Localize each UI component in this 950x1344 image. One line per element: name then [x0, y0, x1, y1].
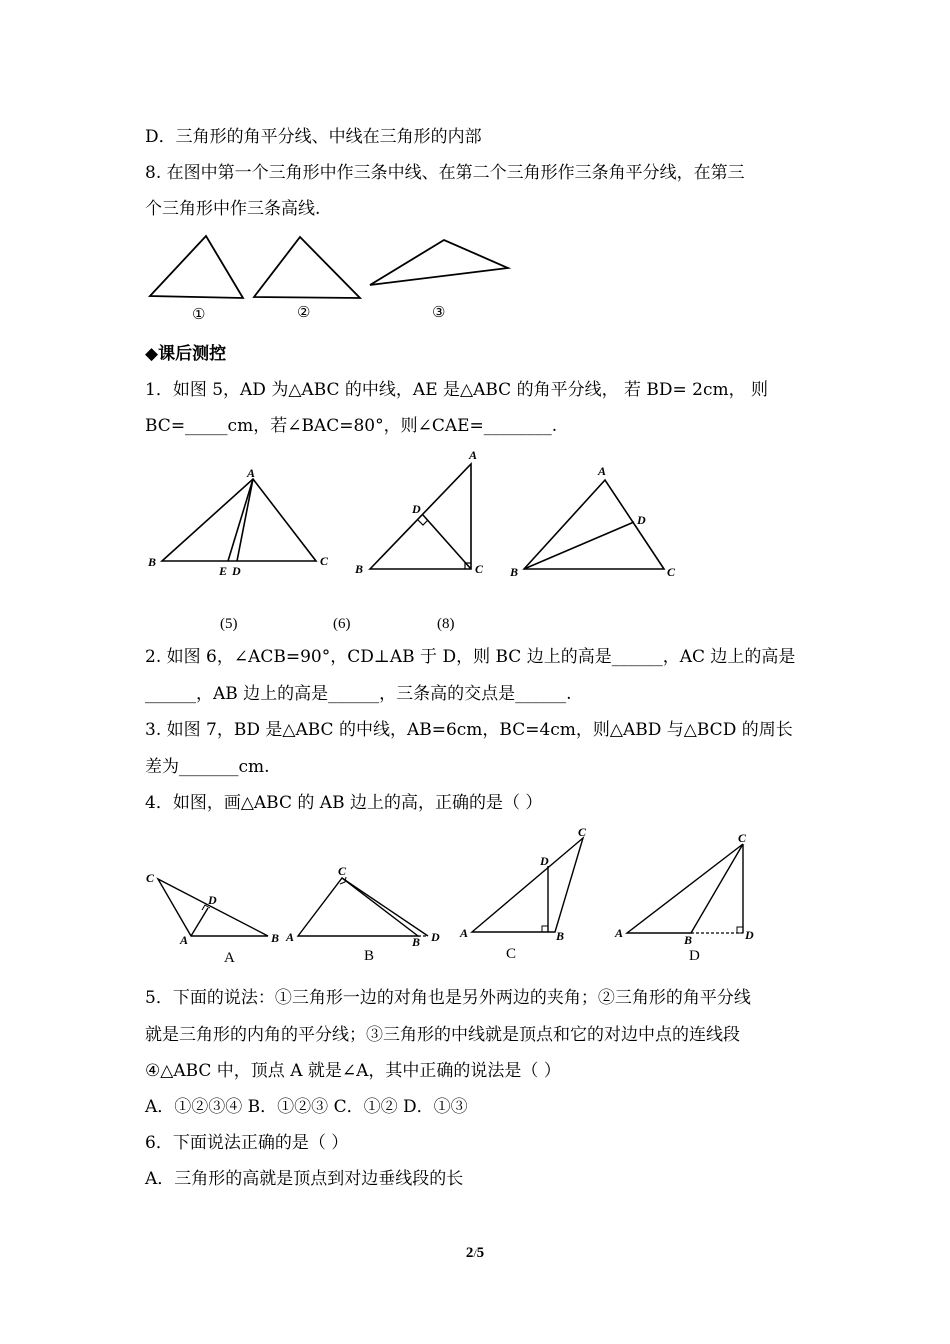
caption-fig6: (6) [333, 616, 351, 632]
fig8-label-c: C [667, 565, 676, 579]
page-number [0, 1245, 950, 1262]
fig6-label-b: B [355, 562, 364, 576]
q4b-label-b: B [412, 935, 421, 949]
problem-4: 4．如图，画△ABC 的 AB 边上的高，正确的是（ ） [145, 793, 543, 813]
figure-6 [354, 448, 484, 576]
q4-fig-d [614, 831, 754, 964]
problem-5-line3: ④△ABC 中，顶点 A 就是∠A，其中正确的说法是（ ） [145, 1061, 561, 1081]
q4c-caption: C [506, 946, 517, 962]
fig5-label-c: C [320, 554, 329, 568]
fig5-label-d: D [232, 564, 241, 578]
q4c-label-d: D [540, 854, 549, 868]
fig5-label-b: B [148, 555, 157, 569]
q7-option-d: D．三角形的角平分线、中线在三角形的内部 [145, 127, 482, 147]
problem-5-line1: 5．下面的说法：①三角形一边的对角也是另外两边的夹角；②三角形的角平分线 [145, 988, 751, 1008]
page-total: 5 [476, 1245, 485, 1261]
fig6-label-d: D [412, 502, 421, 516]
caption-fig8: (8) [437, 616, 455, 632]
q4b-label-a: A [286, 930, 295, 944]
problem-5-line2: 就是三角形的内角的平分线；③三角形的中线就是顶点和它的对边中点的连线段 [145, 1025, 740, 1045]
page-current: 2 [465, 1245, 474, 1261]
page-sep: / [473, 1246, 477, 1260]
q4a-label-c: C [146, 871, 155, 885]
q4-fig-b [285, 864, 440, 964]
caption-fig5: (5) [220, 616, 238, 632]
q4b-caption: B [364, 948, 375, 964]
q8-caption-1: ① [192, 307, 206, 323]
q8-caption-3: ③ [432, 305, 446, 321]
fig5-label-e: E [219, 564, 228, 578]
problem-3-line1: 3. 如图 7，BD 是△ABC 的中线，AB=6cm，BC=4cm，则△ABD 与△BCD 的周长 [145, 720, 793, 740]
q4c-label-b: B [556, 929, 565, 943]
q4a-caption: A [224, 950, 235, 966]
figures-5-6-8 [140, 445, 700, 640]
problem-6: 6．下面说法正确的是（ ） [145, 1133, 349, 1153]
q4-options-figure [140, 822, 760, 972]
q4d-label-d: D [745, 928, 754, 942]
fig8-label-a: A [598, 464, 607, 478]
problem-2-line1: 2. 如图 6，∠ACB=90°，CD⊥AB 于 D，则 BC 边上的高是______，AC 边上的高是 [145, 647, 796, 667]
q4b-label-c: C [338, 864, 347, 878]
q4d-label-c: C [738, 831, 747, 845]
fig5-label-a: A [247, 466, 256, 480]
q4d-label-a: A [615, 926, 624, 940]
problem-1-line2: BC=_____cm，若∠BAC=80°，则∠CAE=________. [145, 416, 558, 436]
triangle-2 [254, 237, 360, 298]
problem-3-line2: 差为_______cm. [145, 757, 270, 777]
q4d-label-b: B [684, 933, 693, 947]
q4d-caption: D [689, 948, 700, 964]
figure-8 [509, 464, 676, 579]
q4c-label-c: C [578, 825, 587, 839]
q8-caption-2: ② [297, 305, 311, 321]
q4-fig-a [146, 871, 279, 966]
fig8-label-b: B [510, 565, 519, 579]
problem-1-line1: 1．如图 5，AD 为△ABC 的中线，AE 是△ABC 的角平分线， 若 BD= 2cm， 则 [145, 380, 769, 400]
q4b-label-d: D [431, 930, 440, 944]
question-8-line2: 个三角形中作三条高线. [145, 199, 321, 219]
section-heading: ◆课后测控 [145, 344, 227, 364]
triangle-3 [370, 240, 508, 285]
q8-triangles-figure [140, 228, 520, 328]
problem-2-line2: ______，AB 边上的高是______，三条高的交点是______. [145, 684, 572, 704]
question-8-line1: 8. 在图中第一个三角形中作三条中线、在第二个三角形作三条角平分线，在第三 [145, 163, 745, 183]
problem-6-option-a: A．三角形的高就是顶点到对边垂线段的长 [145, 1169, 464, 1189]
q4-fig-c [459, 825, 587, 962]
q4a-label-b: B [271, 931, 280, 945]
problem-5-options: A．①②③④ B．①②③ C．①② D．①③ [145, 1097, 468, 1117]
fig6-label-a: A [469, 448, 478, 462]
figure-5 [147, 466, 329, 578]
fig8-label-d: D [637, 513, 646, 527]
q4c-label-a: A [460, 926, 469, 940]
q4a-label-a: A [180, 933, 189, 947]
q4a-label-d: D [208, 893, 217, 907]
fig6-label-c: C [475, 562, 484, 576]
triangle-1 [150, 236, 243, 298]
